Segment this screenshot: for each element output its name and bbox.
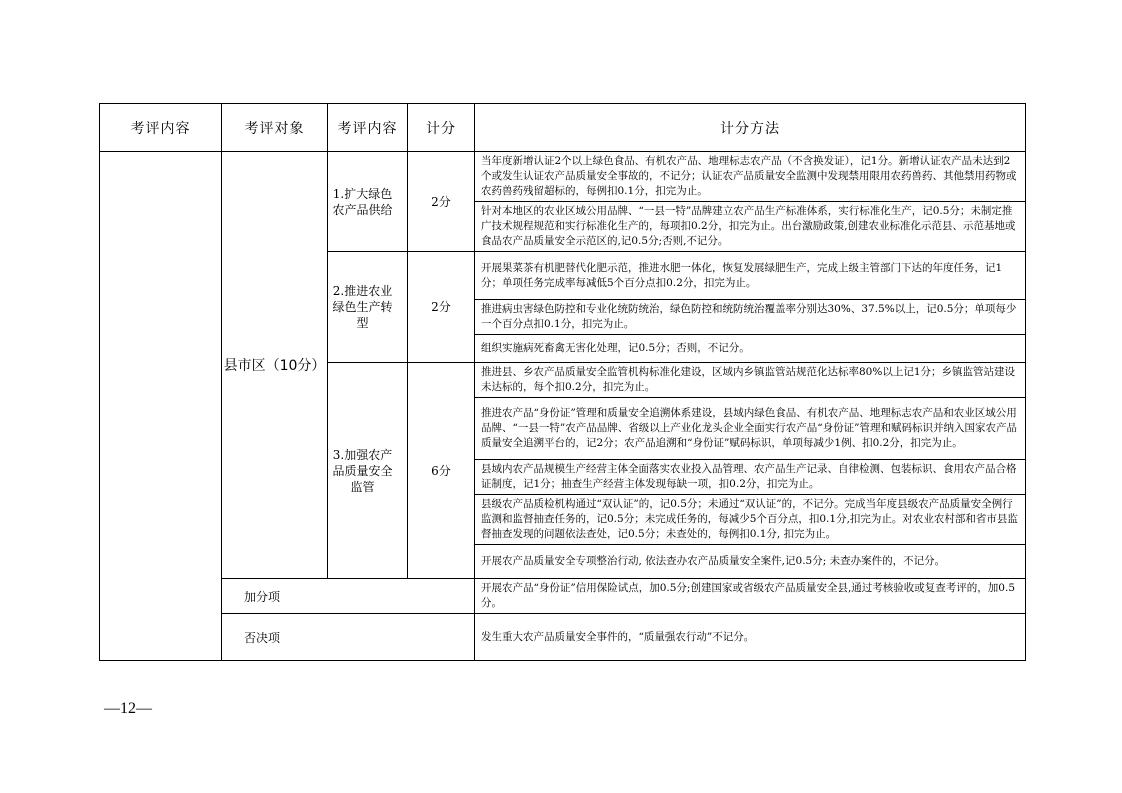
item-1-score: 2分 [408,152,475,252]
item-1-method-1: 当年度新增认证2个以上绿色食品、有机农产品、地理标志农产品（不含换发证），记1分。新增认证农产品未达到2个或发生认证农产品质量安全事故的，不记分；认证农产品质量安全监测中发现禁用限用农药兽药、其他禁用药物或农药兽药残留超标的，每例扣0.1分，扣完为止。 [475,152,1026,202]
item-3-method-2: 推进农产品“身份证”管理和质量安全追溯体系建设，县域内绿色食品、有机农产品、地理标志农产品和农业区域公用品牌、“一县一特”农产品品牌、省级以上产业化龙头企业全面实行农产品“身份证”管理和赋码标识并纳入国家农产品质量安全追溯平台的，记2分；农产品追溯和“身份证”赋码标识，单项每减少1例、扣0.2分，扣完为止。 [475,398,1026,460]
table-row [100,152,1026,202]
bonus-method: 开展农产品“身份证”信用保险试点，加0.5分;创建国家或省级农产品质量安全县,通过考核验收或复查考评的，加0.5分。 [475,579,1026,614]
item-3-method-5: 开展农产品质量安全专项整治行动, 依法查办农产品质量安全案件,记0.5分; 未查办案件的，不记分。 [475,545,1026,579]
item-2-score: 2分 [408,252,475,363]
item-1-name: 1.扩大绿色农产品供给 [328,152,408,252]
veto-method: 发生重大农产品质量安全事件的，“质量强农行动”不记分。 [475,614,1026,661]
item-3-method-1: 推进县、乡农产品质量安全监管机构标准化建设，区域内乡镇监管站规范化达标率80%以上记1分；乡镇监管站建设未达标的，每个扣0.2分，扣完为止。 [475,363,1026,398]
header-score: 计分 [408,104,475,152]
header-content-1: 考评内容 [100,104,222,152]
assessment-table [99,103,1026,661]
item-2-method-1: 开展果菜茶有机肥替代化肥示范，推进水肥一体化，恢复发展绿肥生产，完成上级主管部门下达的年度任务，记1分；单项任务完成率每减低5个百分点扣0.2分，扣完为止。 [475,252,1026,300]
page-number: —12— [104,700,152,717]
header-target: 考评对象 [222,104,328,152]
header-method: 计分方法 [475,104,1026,152]
bonus-label: 加分项 [222,579,475,614]
item-3-method-3: 县域内农产品规模生产经营主体全面落实农业投入品管理、农产品生产记录、自律检测、包装标识、食用农产品合格证制度，记1分；抽查生产经营主体发现每缺一项，扣0.2分，扣完为止。 [475,460,1026,495]
item-3-score: 6分 [408,363,475,579]
item-2-method-3: 组织实施病死畜禽无害化处理，记0.5分；否则，不记分。 [475,335,1026,363]
item-2-method-2: 推进病虫害绿色防控和专业化统防统治，绿色防控和统防统治覆盖率分别达30%、37.5%以上，记0.5分；单项每少一个百分点扣0.1分，扣完为止。 [475,300,1026,335]
header-row [100,104,1026,152]
header-content-2: 考评内容 [328,104,408,152]
content-cell-empty [100,152,222,661]
region-cell: 县市区（10分） [222,152,328,579]
table-row [100,614,1026,661]
item-3-method-4: 县级农产品质检机构通过“双认证”的，记0.5分；未通过“双认证”的，不记分。完成当年度县级农产品质量安全例行监测和监督抽查任务的，记0.5分；未完成任务的，每减少5个百分点，扣0.1分,扣完为止。对农业农村部和省市县监督抽查发现的问题依法查处，记0.5分；未查处的，每例扣0.1分, 扣完为止。 [475,495,1026,545]
item-1-method-2: 针对本地区的农业区域公用品牌、“一县一特”品牌建立农产品生产标准体系，实行标准化生产，记0.5分；未制定推广技术规程规范和实行标准化生产的，每项扣0.2分，扣完为止。出台激励政策,创建农业标准化示范县、示范基地或食品农产品质量安全示范区的,记0.5分;否则,不记分。 [475,202,1026,252]
item-3-name: 3.加强农产品质量安全监管 [328,363,408,579]
table-row [100,579,1026,614]
item-2-name: 2.推进农业绿色生产转型 [328,252,408,363]
veto-label: 否决项 [222,614,475,661]
